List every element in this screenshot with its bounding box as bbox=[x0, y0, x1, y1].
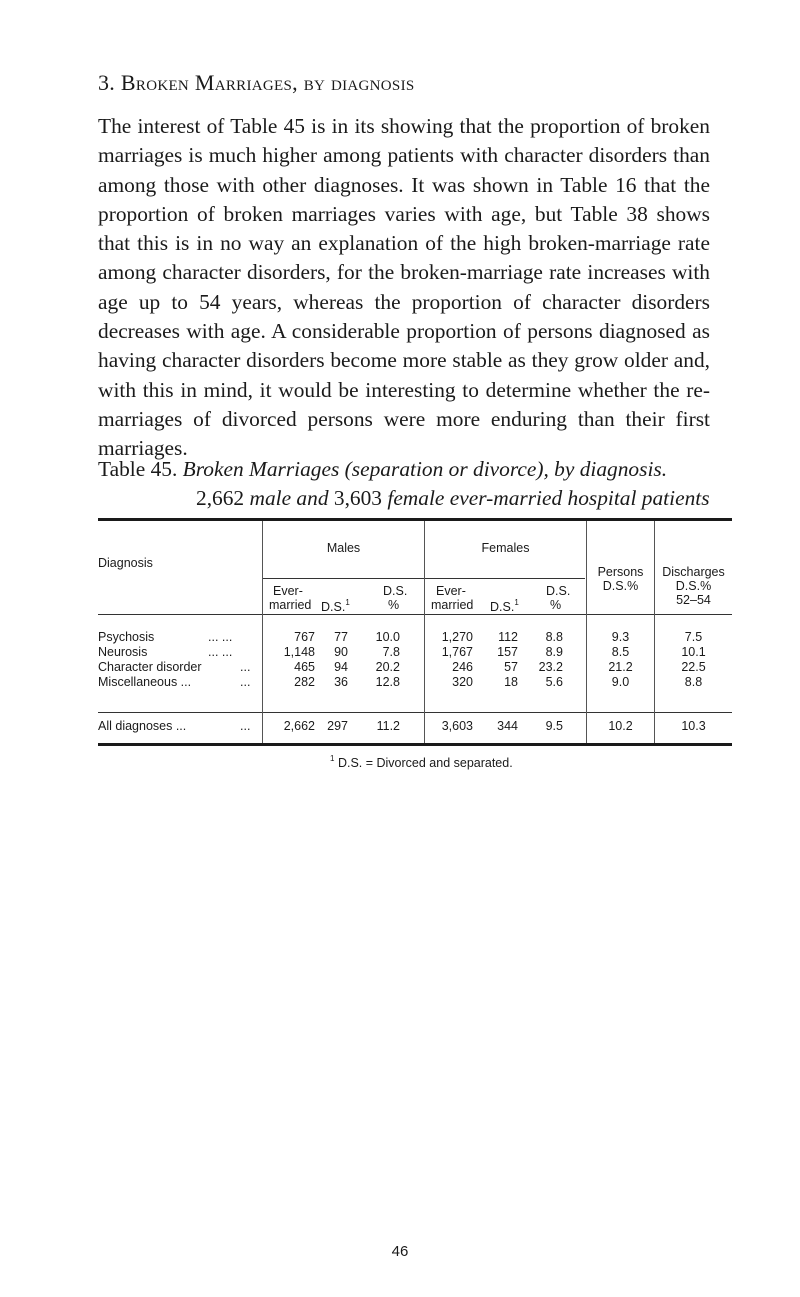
f-ds: 157 bbox=[497, 645, 518, 659]
m-ds: 94 bbox=[334, 660, 348, 674]
footnote-mark: 1 bbox=[330, 754, 335, 763]
row-dots: ... bbox=[240, 660, 251, 674]
f-ds: 112 bbox=[498, 630, 518, 644]
footnote-ref: 1 bbox=[345, 598, 350, 607]
body-paragraph: The interest of Table 45 is in its showing that the proportion of broken marriages is much higher among patients with character disorders than among those with other diagnoses. It was shown in Table 16 that the proportion of broken marriages varies with age, but Table 38 shows that this is in no way an explanation of the high broken-marriage rate among character disorders, for the broken-marriage rate increases with age up to 54 years, whereas the proportion of character disorders decreases with age. A considerable proportion of persons diagnosed as having character disorders become more stable as they grow older and, with this in mind, it would be interesting to determine whether the re-marriages of divorced persons were more enduring than their first marriages. bbox=[98, 114, 710, 461]
header-f-ds-text: D.S. bbox=[490, 600, 515, 614]
female-count: 3,603 bbox=[333, 486, 383, 510]
total-m-ever-married: 2,662 bbox=[283, 719, 315, 733]
header-males: Males bbox=[326, 541, 361, 555]
discharges-pct: 22.5 bbox=[681, 660, 706, 674]
header-m-pct: % bbox=[388, 598, 400, 612]
section-number: 3. bbox=[98, 70, 116, 95]
section-heading bbox=[98, 70, 415, 96]
m-ever-married: 465 bbox=[294, 660, 315, 674]
footnote bbox=[330, 754, 513, 770]
f-ever-married: 320 bbox=[452, 675, 473, 689]
table-number: 45. bbox=[150, 457, 178, 481]
section-title: Broken Marriages, by diagnosis bbox=[120, 70, 415, 95]
header-f-ever: Ever- bbox=[436, 584, 466, 598]
total-rule bbox=[98, 712, 732, 713]
m-ds: 36 bbox=[334, 675, 348, 689]
row-dots: ... ... bbox=[208, 645, 233, 659]
footnote-ref: 1 bbox=[514, 598, 519, 607]
total-label: All diagnoses ... bbox=[98, 719, 187, 733]
f-pct: 8.8 bbox=[545, 630, 563, 644]
header-bottom-rule bbox=[98, 614, 732, 615]
row-dots: ... bbox=[240, 675, 251, 689]
persons-pct: 21.2 bbox=[608, 660, 633, 674]
table-caption bbox=[98, 455, 738, 513]
header-persons: Persons bbox=[597, 565, 644, 579]
m-pct: 10.0 bbox=[375, 630, 400, 644]
total-f-pct: 9.5 bbox=[545, 719, 563, 733]
persons-pct: 9.0 bbox=[611, 675, 630, 689]
total-persons-pct: 10.2 bbox=[608, 719, 633, 733]
m-ever-married: 767 bbox=[294, 630, 315, 644]
page-number: 46 bbox=[391, 1243, 409, 1260]
header-f-pct: % bbox=[550, 598, 562, 612]
row-label: Miscellaneous ... bbox=[98, 675, 192, 689]
row-label: Neurosis bbox=[98, 645, 148, 659]
f-ever-married: 1,270 bbox=[441, 630, 473, 644]
footnote-text: D.S. = Divorced and separated. bbox=[337, 756, 513, 770]
header-discharges: Discharges bbox=[662, 565, 725, 579]
f-pct: 5.6 bbox=[545, 675, 563, 689]
m-ds: 90 bbox=[334, 645, 348, 659]
row-label: Character disorder bbox=[98, 660, 202, 674]
m-pct: 7.8 bbox=[382, 645, 400, 659]
table-label: Table bbox=[98, 457, 146, 481]
data-table bbox=[98, 518, 732, 746]
table-bottom-rule bbox=[98, 743, 732, 746]
table-top-rule bbox=[98, 518, 732, 521]
persons-pct: 8.5 bbox=[611, 645, 630, 659]
persons-pct: 9.3 bbox=[611, 630, 630, 644]
table-title: Broken Marriages (separation or divorce), by diagnosis. bbox=[182, 457, 668, 481]
total-m-pct: 11.2 bbox=[376, 719, 400, 733]
f-pct: 23.2 bbox=[538, 660, 563, 674]
m-pct: 20.2 bbox=[375, 660, 400, 674]
header-discharges-range: 52–54 bbox=[676, 593, 711, 607]
m-ds: 77 bbox=[334, 630, 348, 644]
header-f-married: married bbox=[431, 598, 474, 612]
header-m-married: married bbox=[269, 598, 312, 612]
header-f-ds-pct: D.S. bbox=[546, 584, 571, 598]
discharges-pct: 10.1 bbox=[681, 645, 706, 659]
discharges-pct: 7.5 bbox=[684, 630, 703, 644]
total-f-ds: 344 bbox=[497, 719, 518, 733]
header-f-ds bbox=[490, 598, 519, 614]
row-label: Psychosis bbox=[98, 630, 155, 644]
header-m-ds-text: D.S. bbox=[321, 600, 346, 614]
m-ever-married: 1,148 bbox=[283, 645, 315, 659]
caption-female-text: female ever-married hospital patients bbox=[387, 486, 710, 510]
f-ds: 57 bbox=[504, 660, 518, 674]
row-dots: ... ... bbox=[208, 630, 233, 644]
f-ever-married: 246 bbox=[452, 660, 473, 674]
header-discharges-ds: D.S.% bbox=[675, 579, 712, 593]
f-pct: 8.9 bbox=[545, 645, 563, 659]
caption-male-text: male and bbox=[249, 486, 329, 510]
header-diagnosis: Diagnosis bbox=[98, 556, 153, 570]
total-f-ever-married: 3,603 bbox=[441, 719, 473, 733]
m-ever-married: 282 bbox=[294, 675, 315, 689]
total-m-ds: 297 bbox=[327, 719, 348, 733]
male-count: 2,662 bbox=[196, 486, 245, 510]
discharges-pct: 8.8 bbox=[684, 675, 703, 689]
header-persons-ds: D.S.% bbox=[602, 579, 639, 593]
header-m-ever: Ever- bbox=[273, 584, 303, 598]
header-m-ds bbox=[321, 598, 350, 614]
total-dots: ... bbox=[240, 719, 251, 733]
f-ds: 18 bbox=[504, 675, 518, 689]
header-females: Females bbox=[481, 541, 530, 555]
f-ever-married: 1,767 bbox=[441, 645, 473, 659]
total-discharges-pct: 10.3 bbox=[681, 719, 706, 733]
m-pct: 12.8 bbox=[375, 675, 400, 689]
header-m-ds-pct: D.S. bbox=[383, 584, 408, 598]
